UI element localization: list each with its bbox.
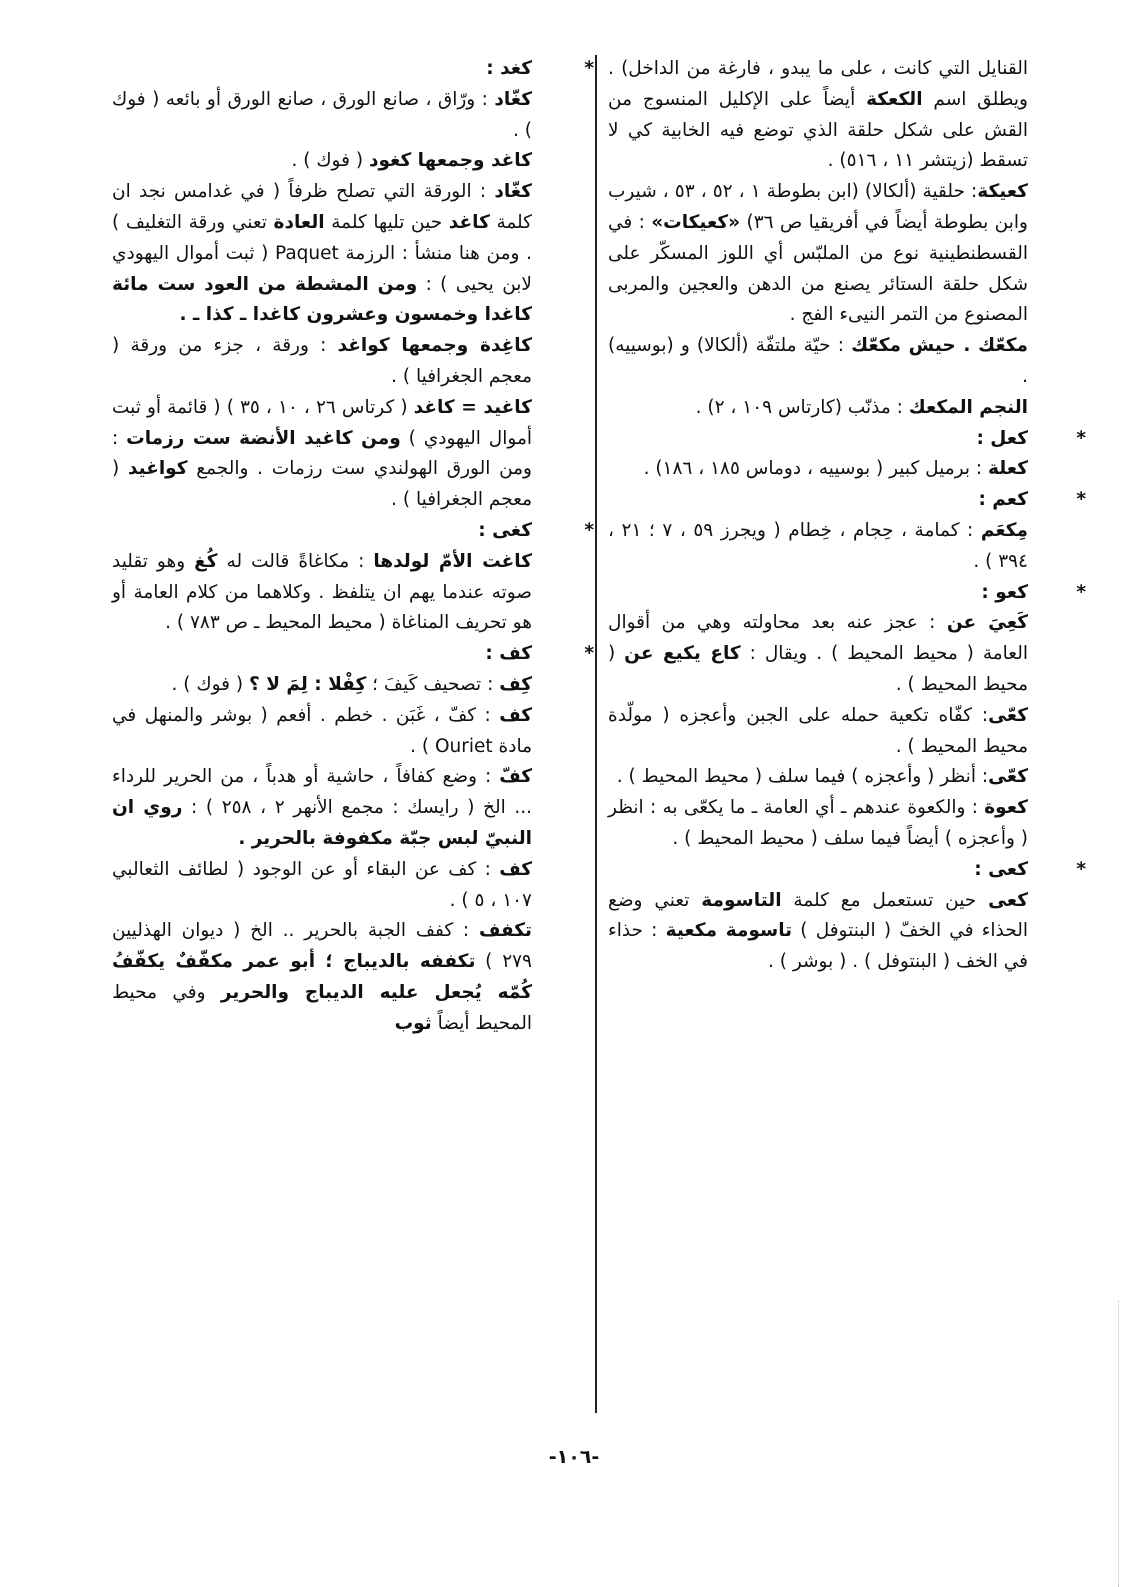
entry-text: ( كرتاس ٢٦ ، ١٠ ، ٣٥ ) ( قائمة أو ثبت أموال اليهودي ) [112, 396, 532, 449]
entry-paragraph [112, 177, 532, 331]
column-divider [595, 55, 597, 1413]
entry-text: : وضع كفافاً ، حاشية أو هدباً ، من الحرير للرداء ... الخ ( رايسك : مجمع الأنهر ٢ ، ٢٥٨ ) : [112, 766, 532, 819]
asterisk-icon: * [1076, 427, 1086, 449]
entry-term: كاغِدة وجمعها كواغد [337, 335, 532, 357]
root-heading-text: كعو : [981, 581, 1028, 603]
entry-text: ( محيط المحيط ) . [608, 643, 1028, 695]
entry-text: : في القسطنطينية نوع من الملبّس أي اللوز المسكّر على شكل حلقة الستائر يصنع من الدهن والعجين والمربى المصنوع من التمر النيىء الفج . [608, 211, 1028, 326]
entry-term: روي ان النبيّ لبس جبّة مكفوفة بالحرير . [112, 797, 532, 849]
root-heading [112, 54, 594, 85]
asterisk-icon: * [584, 643, 594, 665]
entry-paragraph [608, 608, 1028, 700]
entry-text: : ورقة ، جزء من ورقة ( معجم الجغرافيا ) . [112, 335, 532, 387]
entry-term: كعوة [984, 797, 1028, 819]
entry-paragraph [608, 762, 1028, 793]
entry-term: كَعِيَ عن [946, 612, 1028, 634]
entry-term: كغّاد [494, 88, 532, 110]
entry-term: كاغيد = كاغد [413, 396, 533, 418]
entry-term: كعى [988, 889, 1029, 911]
entry-paragraph [112, 331, 532, 393]
entry-text: وهو تقليد صوته عندما يهم ان يتلفظ . وكلاهما من كلام العامة أو هو تحريف المناغاة ( محيط المحيط ـ ص ٧٨٣ ) . [112, 550, 532, 634]
entry-text: أيضاً على الإكليل المنسوج من القش على شكل حلقة الذي توضع فيه الخابية كي لا تسقط (زيتشر ١١ ، ٥١٦) . [608, 88, 1028, 172]
left-column [112, 54, 594, 1040]
entry-paragraph [112, 393, 532, 516]
entry-text: : حلقية (ألكالا) (ابن بطوطة ١ ، ٥٢ ، ٥٣ ، شيرب وابن بطوطة أيضاً في أفريقيا ص ٣٦) [608, 181, 1028, 233]
entry-text: : حيّة ملتفّة (ألكالا) و (بوسييه) . [608, 335, 1028, 387]
entry-paragraph [112, 547, 532, 639]
entry-paragraph [112, 762, 532, 854]
entry-text: : أنظر ( وأعجزه ) فيما سلف ( محيط المحيط ) . [616, 766, 989, 788]
entry-paragraph [112, 855, 532, 917]
right-column [608, 54, 1086, 978]
entry-term: كاغد [448, 211, 490, 233]
root-heading [608, 424, 1086, 455]
entry-text: : والكعوة عندهم ـ أي العامة ـ ما يكعّى به : انظر ( وأعجزه ) أيضاً فيما سلف ( محيط المحيط ) . [608, 797, 1028, 849]
entry-paragraph [608, 54, 1028, 177]
asterisk-icon: * [1076, 858, 1086, 880]
root-heading [608, 578, 1086, 609]
entry-text: حين تليها كلمة [324, 211, 449, 233]
entry-text: : عجز عنه بعد محاولته وهي من أقوال العامة ( محيط المحيط ) . ويقال : [608, 612, 1028, 665]
root-heading-text: كعل : [976, 427, 1028, 449]
entry-text: : ورّاق ، صانع الورق ، صانع الورق أو بائعه ( فوك ) . [112, 88, 532, 141]
entry-paragraph [112, 85, 532, 147]
entry-paragraph [608, 701, 1028, 763]
root-heading [112, 516, 594, 547]
root-heading [608, 485, 1086, 516]
entry-text: ( فوك ) . [291, 150, 369, 172]
root-heading-text: كعى : [974, 858, 1028, 880]
entry-text: : كف عن البقاء أو عن الوجود ( لطائف الثعالبي ١٠٧ ، ٥ ) . [112, 858, 532, 911]
entry-term: مِكعَم [980, 519, 1028, 541]
entry-term: تكففه بالديباج ؛ أبو عمر مكفّفٌ يكفّفُ كُمّه يُجعل عليه الديباج والحرير [112, 951, 532, 1003]
page-number: -١٠٦- [548, 1446, 600, 1468]
entry-paragraph [608, 454, 1028, 485]
entry-term: الكعكة [866, 88, 923, 110]
entry-paragraph [608, 177, 1028, 331]
entry-term: النجم المكعك [908, 396, 1028, 418]
asterisk-icon: * [584, 58, 594, 79]
entry-text: : كفّاه تكعية حمله على الجبن وأعجزه ( مولّدة محيط المحيط ) . [608, 704, 1028, 757]
entry-text: : مذنّب (كارتاس ١٠٩ ، ٢) . [695, 396, 909, 418]
entry-term: تاسومة مكعية [665, 920, 793, 942]
scan-edge-mark [1118, 1300, 1119, 1587]
entry-term: «كعيكات» [651, 211, 741, 233]
entry-text: : الورقة التي تصلح ظرفاً ( في غدامس نجد ان كلمة [112, 181, 532, 233]
entry-text: : مكاغاةً قالت له [217, 550, 374, 572]
entry-paragraph [608, 331, 1028, 393]
entry-text: القنايل التي كانت ، على ما يبدو ، فارغة من الداخل) . ويطلق اسم [608, 58, 1028, 110]
entry-text: : تصحيف كَيفَ ؛ [366, 673, 500, 695]
root-heading [608, 855, 1086, 886]
entry-term: تكفف [478, 920, 532, 942]
entry-term: ثوب [394, 1012, 432, 1034]
root-heading-text: كغى : [478, 519, 532, 541]
entry-term: كغّاد [494, 181, 532, 203]
entry-paragraph [608, 793, 1028, 855]
entry-term: كواغيد [127, 458, 188, 480]
entry-term: ومن المشطة من العود ست مائة كاغدا وخمسون وعشرون كاغدا ـ كذا ـ . [112, 273, 532, 326]
entry-term: كاغت الأمّ لولدها [373, 550, 532, 572]
entry-text: ( فوك ) . [171, 673, 250, 695]
entry-term: ومن كاغيد الأنضة ست رزمات [126, 427, 401, 449]
entry-text: : كمامة ، حِجام ، خِطام ( ويجرز ٥٩ ، ٧ ؛ ٢١ ، ٣٩٤ ) . [608, 519, 1028, 572]
entry-paragraph [608, 516, 1028, 578]
root-heading-text: كف : [485, 643, 532, 665]
asterisk-icon: * [1076, 581, 1086, 603]
entry-text: تعني ورقة التغليف ) . ومن هنا منشأ : الرزمة Paquet ( ثبت أموال اليهودي لابن يحيى ) : [112, 211, 532, 295]
entry-term: التاسومة [701, 889, 782, 911]
entry-term: مكعّك . حيش مكعّك [851, 335, 1028, 357]
entry-paragraph [112, 916, 532, 1039]
entry-term: كعلة [988, 458, 1028, 480]
entry-text: : حذاء في الخف ( البنتوفل ) . ( بوشر ) . [608, 920, 1028, 973]
entry-text: ( معجم الجغرافيا ) . [112, 458, 532, 511]
entry-paragraph [112, 670, 532, 701]
root-heading [112, 639, 594, 670]
entry-text: : ومن الورق الهولندي ست رزمات . والجمع [112, 427, 532, 480]
entry-term: كعيكة [977, 181, 1028, 203]
entry-text: : كفف الجبة بالحرير .. الخ ( ديوان الهذليين ٢٧٩ ) [112, 920, 532, 973]
entry-term: كِفْلا : لِمَ لا ؟ [249, 673, 367, 695]
entry-paragraph [608, 393, 1028, 424]
entry-paragraph [112, 146, 532, 177]
entry-term: كاع يكيع عن [624, 643, 741, 665]
entry-term: العادة [273, 211, 325, 233]
entry-paragraph [608, 886, 1028, 978]
entry-text: : كفّ ، غَبَن . خطم . أفعم ( بوشر والمنهل في مادة Ouriet ) . [112, 704, 532, 757]
root-heading-text: كعم : [978, 489, 1028, 511]
entry-paragraph [112, 701, 532, 763]
asterisk-icon: * [1076, 489, 1086, 511]
asterisk-icon: * [584, 519, 594, 541]
entry-text: : برميل كبير ( بوسييه ، دوماس ١٨٥ ، ١٨٦) . [643, 458, 989, 480]
entry-term: كِف [499, 673, 532, 695]
entry-term: كعّى [988, 704, 1028, 726]
entry-term: كعّى [988, 766, 1028, 788]
entry-term: كفّ [499, 766, 532, 788]
entry-text: تعني وضع الحذاء في الخفّ ( البنتوفل ) [608, 889, 1028, 942]
entry-text: وفي محيط المحيط أيضاً [112, 981, 532, 1034]
entry-term: كف [499, 704, 532, 726]
entry-term: كف [499, 858, 532, 880]
root-heading-text: كغد : [486, 58, 532, 79]
entry-term: كُغ [194, 550, 218, 572]
entry-term: كاغد وجمعها كغود [368, 150, 532, 172]
entry-text: حين تستعمل مع كلمة [781, 889, 989, 911]
